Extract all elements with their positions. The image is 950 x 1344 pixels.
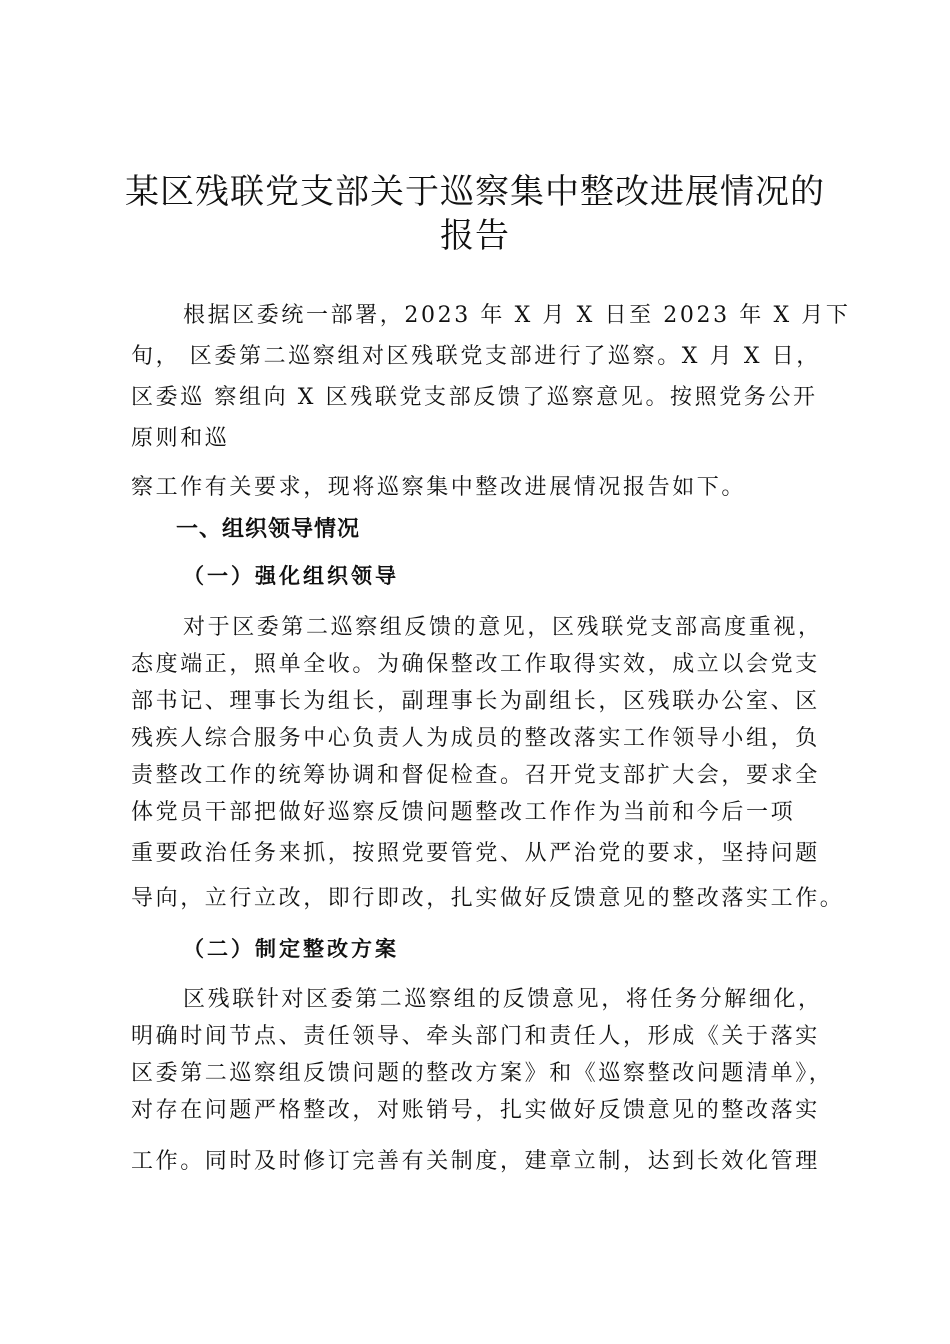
title-line-1: 某区残联党支部关于巡察集中整改进展情况的 xyxy=(125,172,825,212)
subsection-heading-2: （二）制定整改方案 xyxy=(183,937,399,961)
intro-line-5: 察工作有关要求，现将巡察集中整改进展情况报告如下。 xyxy=(131,475,747,500)
intro-line-2: 旬， 区委第二巡察组对区残联党支部进行了巡察。X 月 X 日， xyxy=(131,344,821,369)
document-title xyxy=(100,170,850,258)
intro-line-4: 原则和巡 xyxy=(131,426,230,451)
intro-line-1: 根据区委统一部署，2023 年 X 月 X 日至 2023 年 X 月下 xyxy=(183,303,851,328)
title-line-2: 报告 xyxy=(440,216,510,256)
paragraph-line: 重要政治任务来抓，按照党要管党、从严治党的要求，坚持问题 xyxy=(131,841,820,866)
paragraph-line: 态度端正，照单全收。为确保整改工作取得实效，成立以会党支 xyxy=(131,652,820,677)
paragraph-line: 工作。同时及时修订完善有关制度，建章立制，达到长效化管理 xyxy=(131,1149,820,1174)
paragraph-line: 对存在问题严格整改，对账销号，扎实做好反馈意见的整改落实 xyxy=(131,1098,820,1123)
paragraph-line: 部书记、理事长为组长，副理事长为副组长，区残联办公室、区 xyxy=(131,689,820,714)
subsection-heading-1: （一）强化组织领导 xyxy=(183,564,399,588)
paragraph-line: 残疾人综合服务中心负责人为成员的整改落实工作领导小组，负 xyxy=(131,726,820,751)
intro-line-3: 区委巡 察组向 X 区残联党支部反馈了巡察意见。按照党务公开 xyxy=(131,385,818,410)
section-heading-1: 一、组织领导情况 xyxy=(176,517,361,542)
paragraph-line: 责整改工作的统筹协调和督促检查。召开党支部扩大会，要求全 xyxy=(131,763,820,788)
paragraph-line: 区残联针对区委第二巡察组的反馈意见，将任务分解细化， xyxy=(183,987,823,1012)
paragraph-line: 体党员干部把做好巡察反馈问题整改工作作为当前和今后一项 xyxy=(131,800,796,825)
paragraph-line: 明确时间节点、责任领导、牵头部门和责任人，形成《关于落实 xyxy=(131,1024,820,1049)
paragraph-line: 区委第二巡察组反馈问题的整改方案》和《巡察整改问题清单》， xyxy=(131,1061,834,1086)
paragraph-line: 导向，立行立改，即行即改，扎实做好反馈意见的整改落实工作。 xyxy=(131,886,845,911)
paragraph-line: 对于区委第二巡察组反馈的意见，区残联党支部高度重视， xyxy=(183,615,823,640)
